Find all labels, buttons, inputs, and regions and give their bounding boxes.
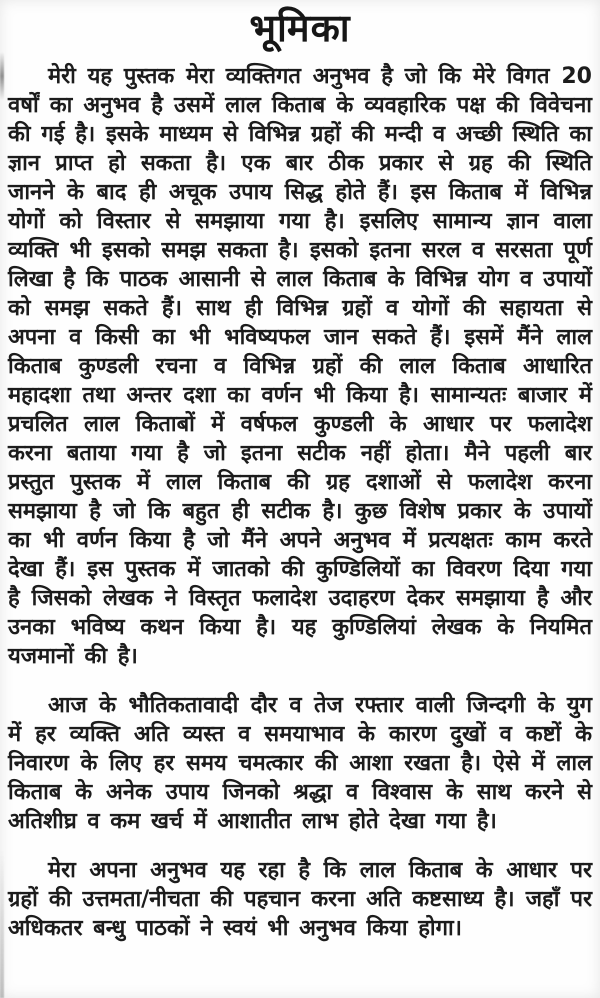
- paragraph-3: मेरा अपना अनुभव यह रहा है कि लाल किताब के आधार पर ग्रहों की उत्तमता/नीचता की पहचान करना अति कष्टसाध्य है। जहाँ पर अधिकतर बन्धु पाठकों ने स्वयं भी अनुभव किया होगा।: [8, 858, 592, 941]
- page-title: भूमिका: [249, 6, 351, 50]
- paragraph-2: आज के भौतिकतावादी दौर व तेज रफ्तार वाली जिन्दगी के युग में हर व्यक्ति अति व्यस्त व समयाभाव के कारण दुखों व कष्टों के निवारण के लिए हर समय चमत्कार की आशा रखता है। ऐसे में लाल किताब के अनेक उपाय जिनको श्रद्धा व विश्वास के साथ करने से अतिशीघ्र व कम खर्च में आशातीत लाभ होते देखा गया है।: [8, 693, 592, 834]
- paragraph-1: मेरी यह पुस्तक मेरा व्यक्तिगत अनुभव है जो कि मेरे विगत 20 वर्षों का अनुभव है उसमें लाल किताब के व्यवहारिक पक्ष की विवेचना की गई है। इसके माध्यम से विभिन्न ग्रहों की मन्दी व अच्छी स्थिति का ज्ञान प्राप्त हो सकता है। एक बार ठीक प्रकार से ग्रह की स्थिति जानने के बाद ही अचूक उपाय सिद्ध होते हैं। इस किताब में विभिन्न योगों को विस्तार से समझाया गया है। इसलिए सामान्य ज्ञान वाला व्यक्ति भी इसको समझ सकता है। इसको इतना सरल व सरसता पूर्ण लिखा है कि पाठक आसानी से लाल किताब के विभिन्न योग व उपायों को समझ सकते हैं। साथ ही विभिन्न ग्रहों व योगों की सहायता से अपना व किसी का भी भविष्यफल जान सकते हैं। इसमें मैंने लाल किताब कुण्डली रचना व विभिन्न ग्रहों की लाल किताब आधारित महादशा तथा अन्तर दशा का वर्णन भी किया है। सामान्यतः बाजार में प्रचलित लाल किताबों में वर्षफल कुण्डली के आधार पर फलादेश करना बताया गया है जो इतना सटीक नहीं होता। मैने पहली बार प्रस्तुत पुस्तक में लाल किताब की ग्रह दशाओं से फलादेश करना समझाया है जो कि बहुत ही सटीक है। कुछ विशेष प्रकार के उपायों का भी वर्णन किया है जो मैंने अपने अनुभव में प्रत्यक्षतः काम करते देखा हैं। इस पुस्तक में जातको की कुण्डिलियों का विवरण दिया गया है जिसको लेखक ने विस्तृत फलादेश उदाहरण देकर समझाया है और उनका भविष्य कथन किया है। यह कुण्डिलियां लेखक के नियमित यजमानों की है।: [8, 64, 592, 669]
- body-text: [0, 54, 600, 943]
